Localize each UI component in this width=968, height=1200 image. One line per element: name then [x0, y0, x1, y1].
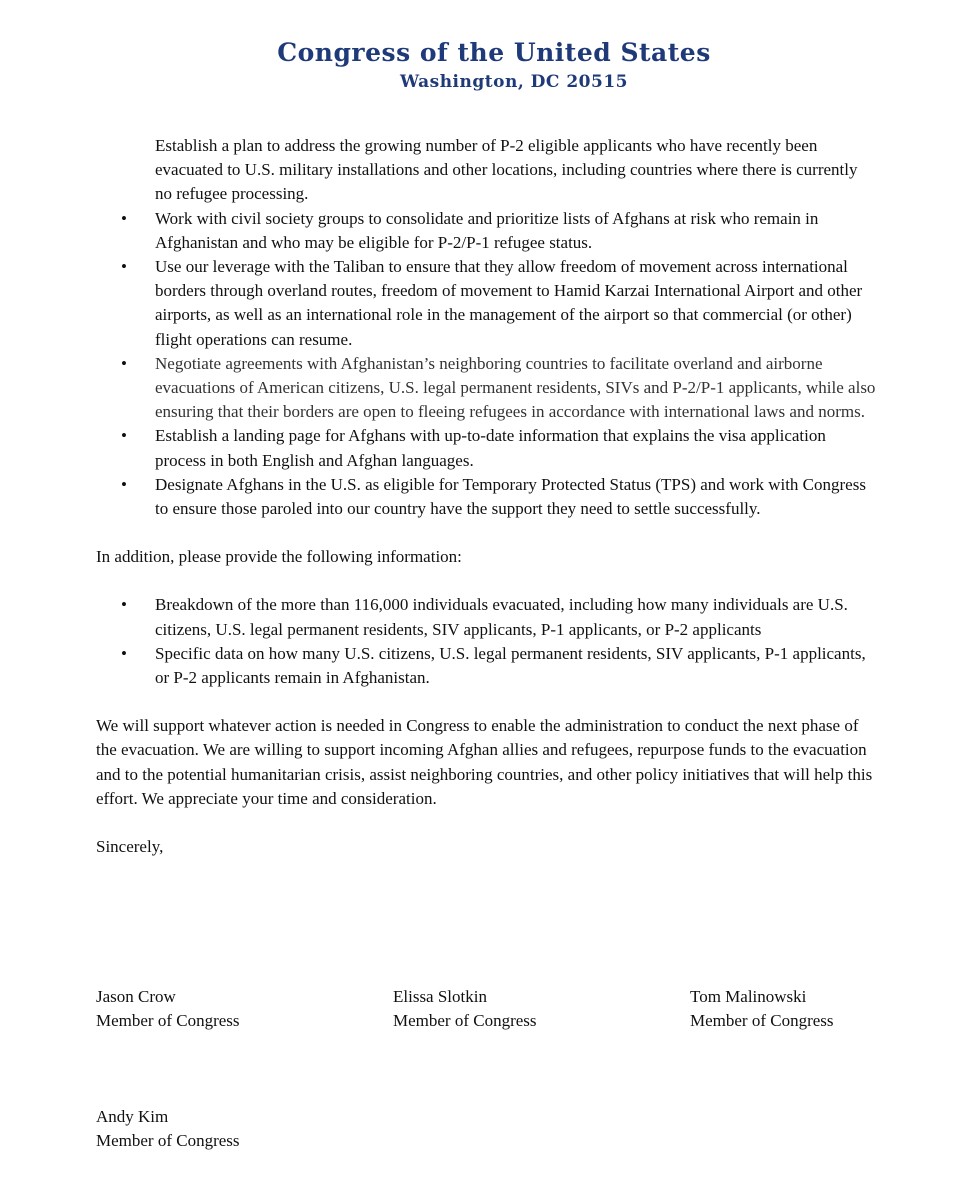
- request-item: [96, 255, 876, 352]
- letterhead-title: Congress of the United States: [277, 38, 711, 67]
- info-item: [96, 593, 876, 641]
- closing: Sincerely,: [96, 837, 164, 857]
- bullet-icon: •: [121, 643, 127, 663]
- signatory-title: Member of Congress: [393, 1011, 537, 1031]
- request-item-text: Use our leverage with the Taliban to ensure that they allow freedom of movement across international borders through overland routes, freedom of movement to Hamid Karzai International Airport and other airports, as well as an international role in the management of the airport so that commercial (or other) flight operations can resume.: [155, 257, 863, 349]
- signatory-title: Member of Congress: [690, 1011, 834, 1031]
- request-item: [96, 424, 876, 472]
- bullet-icon: •: [121, 257, 127, 277]
- info-item: [96, 642, 876, 690]
- request-item: [96, 207, 876, 255]
- request-item-text: Establish a landing page for Afghans with up-to-date information that explains the visa application process in both English and Afghan languages.: [155, 426, 826, 470]
- request-item-text: Work with civil society groups to consolidate and prioritize lists of Afghans at risk who remain in Afghanistan and who may be eligible for P-2/P-1 refugee status.: [155, 208, 819, 252]
- signatory: [96, 985, 336, 1033]
- info-intro: In addition, please provide the following information:: [96, 547, 462, 567]
- letter-body: [96, 134, 876, 859]
- signatory-name: Jason Crow: [96, 987, 176, 1006]
- signatory-title: Member of Congress: [96, 1011, 240, 1031]
- bullet-icon: •: [121, 208, 127, 228]
- support-paragraph: We will support whatever action is needed in Congress to enable the administration to conduct the next phase of the evacuation. We are willing to support incoming Afghan allies and refugees, repurpose funds to the evacuation and to the potential humanitarian crisis, assist neighboring countries, and other policy initiatives that will help this effort. We appreciate your time and consideration.: [96, 716, 873, 808]
- signatory-title: Member of Congress: [96, 1131, 240, 1151]
- signatory: [393, 985, 633, 1033]
- request-item-text: Negotiate agreements with Afghanistan’s neighboring countries to facilitate overland and airborne evacuations of American citizens, U.S. legal permanent residents, SIVs and P-2/P-1 applicants, while also ensuring that their borders are open to fleeing refugees in accordance with international laws and norms.: [155, 353, 876, 422]
- signatory-name: Andy Kim: [96, 1107, 169, 1126]
- bullet-icon: •: [121, 426, 127, 446]
- info-list: [96, 593, 876, 690]
- request-item: [96, 352, 876, 425]
- signatory-name: Tom Malinowski: [690, 987, 807, 1006]
- bullet-icon: •: [121, 595, 127, 615]
- request-item: [96, 473, 876, 521]
- request-list: [96, 207, 876, 522]
- signatory: [96, 1105, 336, 1153]
- continued-request-text: Establish a plan to address the growing number of P-2 eligible applicants who have recently been evacuated to U.S. military installations and other locations, including countries where there is currently no refugee processing.: [155, 136, 858, 204]
- bullet-icon: •: [121, 353, 127, 373]
- signatory-name: Elissa Slotkin: [393, 987, 487, 1006]
- signatory: [690, 985, 930, 1033]
- info-item-text: Specific data on how many U.S. citizens, U.S. legal permanent residents, SIV applicants, P-1 applicants, or P-2 applicants remain in Afghanistan.: [155, 643, 866, 688]
- request-item-text: Designate Afghans in the U.S. as eligible for Temporary Protected Status (TPS) and work with Congress to ensure those paroled into our country have the support they need to settle successfully.: [155, 474, 866, 519]
- letterhead-subtitle: Washington, DC 20515: [400, 72, 628, 92]
- info-item-text: Breakdown of the more than 116,000 individuals evacuated, including how many individuals are U.S. citizens, U.S. legal permanent residents, SIV applicants, P-1 applicants, or P-2 applicants: [155, 595, 848, 639]
- bullet-icon: •: [121, 474, 127, 494]
- letterhead: [0, 36, 968, 94]
